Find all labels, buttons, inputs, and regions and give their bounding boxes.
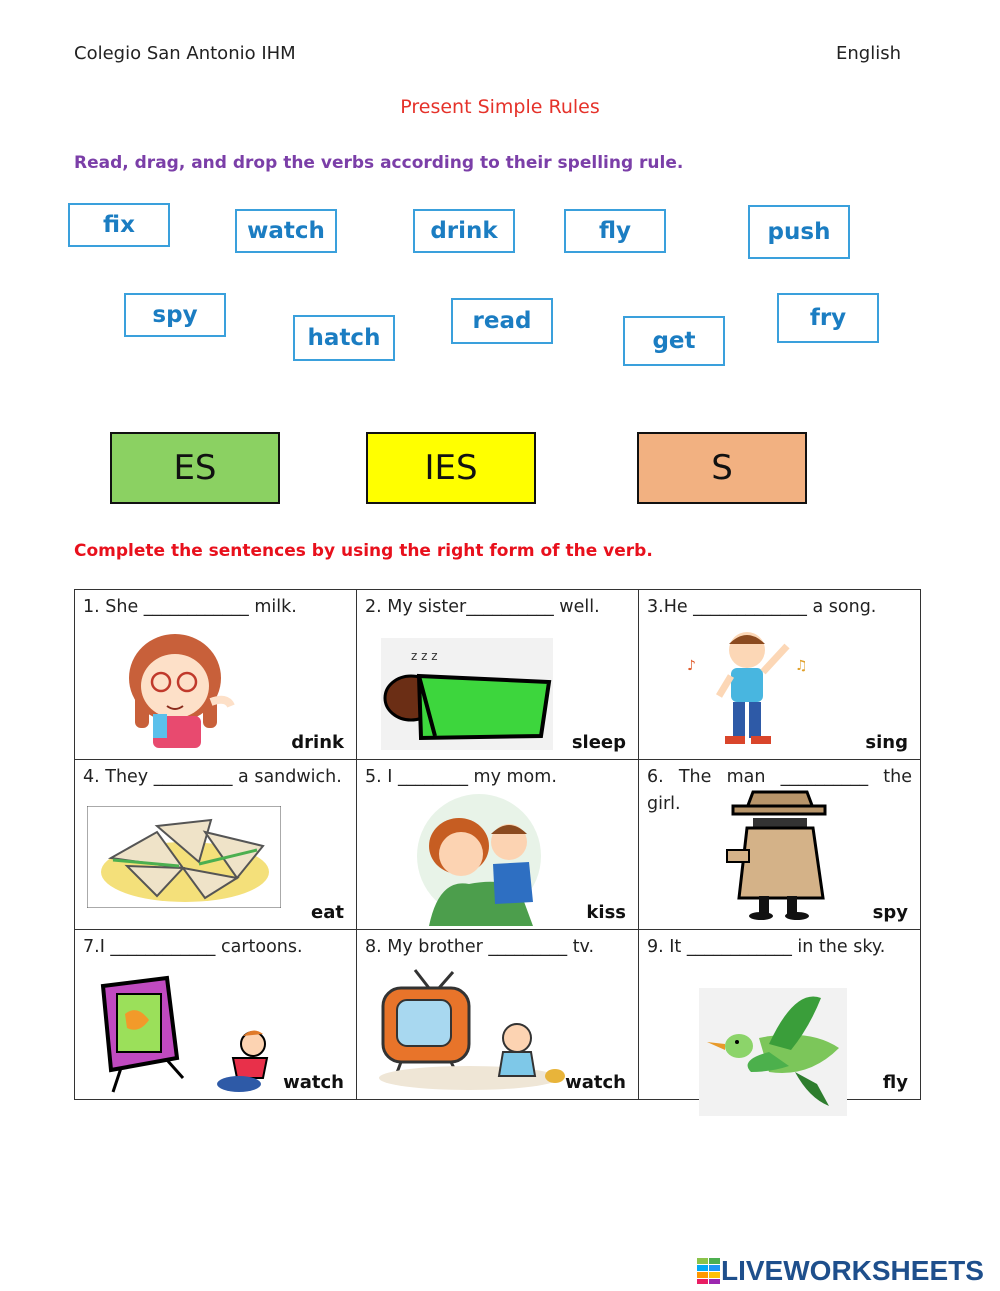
- sentence-text: 1. She ____________ milk.: [83, 597, 297, 617]
- verb-cue: sleep: [571, 732, 626, 753]
- verb-cue: fly: [882, 1072, 908, 1093]
- liveworksheets-logo: [697, 1255, 984, 1287]
- verb-cue: sing: [865, 732, 908, 753]
- verb-cue: watch: [283, 1072, 344, 1093]
- verb-tile-spy[interactable]: spy: [124, 293, 226, 337]
- exercise-cell: [639, 760, 921, 930]
- verb-tile-fly[interactable]: fly: [564, 209, 666, 253]
- verb-tile-read[interactable]: read: [451, 298, 553, 344]
- verb-cue: eat: [311, 902, 344, 923]
- drag-instruction: Read, drag, and drop the verbs according to their spelling rule.: [74, 153, 684, 173]
- verb-cue: spy: [872, 902, 908, 923]
- sentence-text: 9. It ____________ in the sky.: [647, 937, 886, 957]
- verb-tile-fix[interactable]: fix: [68, 203, 170, 247]
- sentence-text: 5. I ________ my mom.: [365, 767, 557, 787]
- verb-cue: kiss: [586, 902, 626, 923]
- exercise-cell: [75, 590, 357, 760]
- sentence-text: 7.I ____________ cartoons.: [83, 937, 303, 957]
- bird-flying-image: [699, 988, 847, 1116]
- girl-drinking-image: [123, 626, 243, 748]
- verb-cue: watch: [565, 1072, 626, 1093]
- boy-kissing-mom-image: [409, 792, 549, 926]
- exercise-cell: [639, 590, 921, 760]
- subject-label: English: [836, 43, 901, 64]
- exercise-cell: [639, 930, 921, 1100]
- boy-singing-image: [683, 626, 813, 750]
- child-watching-tv-image: [97, 974, 277, 1098]
- logo-text: LIVEWORKSHEETS: [721, 1255, 984, 1286]
- drop-zone-ies[interactable]: IES: [366, 432, 536, 504]
- verb-tile-get[interactable]: get: [623, 316, 725, 366]
- verb-tile-watch[interactable]: watch: [235, 209, 337, 253]
- exercise-cell: [357, 590, 639, 760]
- school-name: Colegio San Antonio IHM: [74, 43, 296, 64]
- verb-tile-hatch[interactable]: hatch: [293, 315, 395, 361]
- exercise-cell: [357, 760, 639, 930]
- sandwich-plate-image: [87, 806, 281, 908]
- sentence-text: 8. My brother _________ tv.: [365, 937, 595, 957]
- verb-tile-drink[interactable]: drink: [413, 209, 515, 253]
- complete-instruction: Complete the sentences by using the right form of the verb.: [74, 541, 653, 561]
- exercise-grid: [74, 589, 921, 1100]
- drop-zone-s[interactable]: S: [637, 432, 807, 504]
- svg-text:♫: ♫: [795, 658, 808, 674]
- page-title: Present Simple Rules: [400, 96, 600, 118]
- spy-man-image: [723, 788, 835, 920]
- liveworksheets-logo-icon: [697, 1258, 721, 1284]
- exercise-cell: [75, 760, 357, 930]
- sentence-text: 2. My sister__________ well.: [365, 597, 600, 617]
- exercise-cell: [75, 930, 357, 1100]
- sentence-text: 3.He _____________ a song.: [647, 597, 877, 617]
- verb-tile-push[interactable]: push: [748, 205, 850, 259]
- sleeping-person-image: [381, 638, 553, 750]
- sentence-text: 6. The man __________ the girl.: [647, 767, 912, 814]
- svg-text:♪: ♪: [687, 658, 696, 674]
- sentence-text: 4. They _________ a sandwich.: [83, 767, 342, 787]
- baby-watching-tv-image: [379, 966, 571, 1098]
- drop-zone-es[interactable]: ES: [110, 432, 280, 504]
- exercise-cell: [357, 930, 639, 1100]
- svg-text:z z z: z z z: [411, 649, 438, 663]
- verb-cue: drink: [291, 732, 344, 753]
- verb-tile-fry[interactable]: fry: [777, 293, 879, 343]
